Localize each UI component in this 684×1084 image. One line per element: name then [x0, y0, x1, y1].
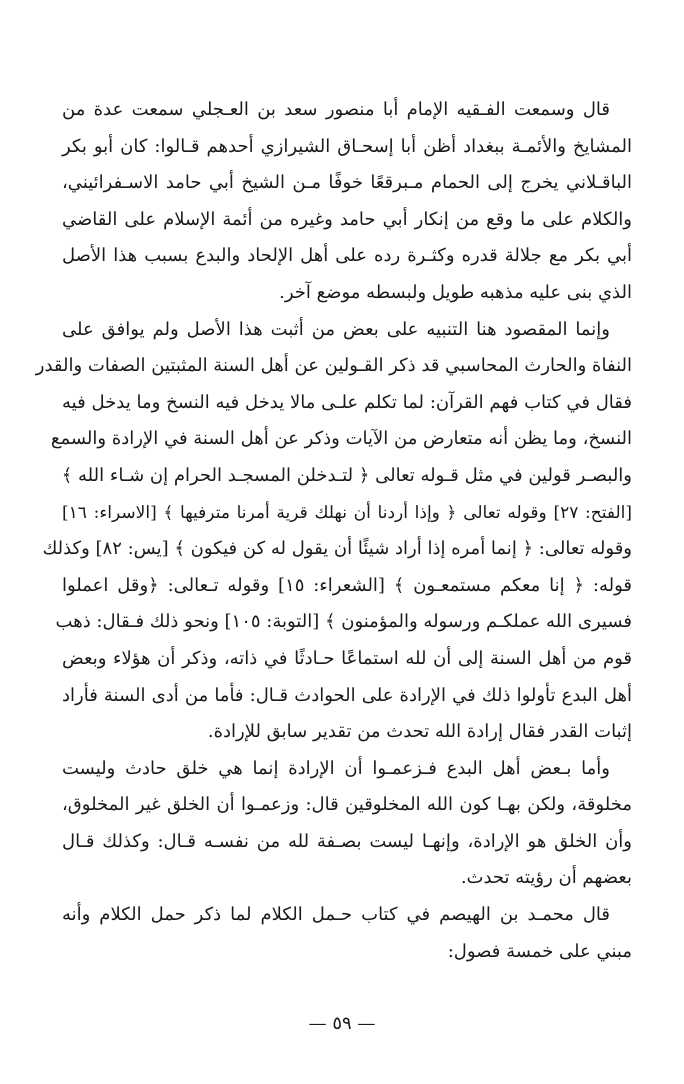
text-line: والبصـر قولين في مثل قـوله تعالى ﴿ لتـدخلن المسجـد الحرام إن شـاء الله ﴾	[61, 464, 632, 486]
text-line: النسخ، وما يظن أنه متعارض من الآيات وذكر عن أهل السنة في الإرادة والسمع	[50, 428, 632, 450]
text-line: قال محمـد بن الهيصم في كتاب حـمل الكلام لما ذكر حمل الكلام وأنه	[62, 904, 610, 926]
text-line: المشايخ والأئمـة ببغداد أظن أبا إسحـاق الشيرازي أحدهم قـالوا: كان أبو بكر	[62, 135, 632, 157]
text-line: بعضهم أن رؤيته تحدث.	[460, 867, 632, 889]
text-line: وأما بـعض أهل البدع فـزعمـوا أن الإرادة إنما هي خلق حادث وليست	[62, 757, 610, 779]
text-line: النفاة والحارث المحاسبي قد ذكر القـولين عن أهل السنة المثبتين الصفات والقدر	[35, 355, 632, 377]
text-line: فسيرى الله عملكـم ورسوله والمؤمنون ﴾ [التوبة: ١٠٥] ونحو ذلك فـقال: ذهب	[55, 611, 632, 633]
body-text	[35, 92, 632, 970]
text-line: والكلام على ما وقع من إنكار أبي حامد وغيره من أئمة الإسلام على القاضي	[62, 208, 632, 230]
text-line: قوم من أهل السنة إلى أن لله استماعًا حـادثًا في ذاته، وذكر أن هؤلاء وبعض	[62, 647, 632, 669]
text-line: وقوله تعالى: ﴿ إنما أمره إذا أراد شيئًا أن يقول له كن فيكون ﴾ [يس: ٨٢] وكذلك	[42, 538, 632, 560]
text-line: قال وسمعت الفـقيه الإمام أبا منصور سعد بن العـجلي سمعت عدة من	[62, 99, 610, 120]
text-line: وأن الخلق هو الإرادة، وإنهـا ليست بصـفة لله من نفسـه قـال: وكذلك قـال	[62, 830, 632, 852]
text-line: إثبات القدر فقال إرادة الله تحدث من تقدير سابق للإرادة.	[207, 721, 632, 743]
text-line: أهل البدع تأولوا ذلك في الإرادة على الحوادث قـال: فأما من أدى السنة فأراد	[62, 684, 632, 706]
text-line: [الفتح: ٢٧] وقوله تعالى ﴿ وإذا أردنا أن نهلك قرية أمرنا مترفيها ﴾ [الاسراء: ١٦]	[62, 502, 632, 523]
text-line: مبني على خمسة فصول:	[447, 940, 632, 962]
page-number: — ٥٩ —	[308, 1013, 376, 1034]
text-line: الباقـلاني يخرج إلى الحمام مـبرقعًا خوفًا مـن الشيخ أبي حامد الاسـفرائيني،	[62, 172, 632, 194]
text-line: الذي بنى عليه مذهبه طويل ولبسطه موضع آخر.	[279, 281, 632, 303]
text-line: مخلوقة، ولكن بهـا كون الله المخلوقين قال: وزعمـوا أن الخلق غير المخلوق،	[62, 794, 632, 816]
text-line: فقال في كتاب فهم القرآن: لما تكلم علـى مالا يدخل فيه النسخ وما يدخل فيه	[62, 391, 632, 413]
text-line: قوله: ﴿ إنا معكم مستمعـون ﴾ [الشعراء: ١٥] وقوله تـعالى: ﴿وقل اعملوا	[62, 574, 632, 596]
text-line: وإنما المقصود هنا التنبيه على بعض من أثبت هذا الأصل ولم يوافق على	[62, 318, 610, 340]
text-line: أبي بكر مع جلالة قدره وكثـرة رده على أهل الإلحاد والبدع بسبب هذا الأصل	[62, 245, 632, 267]
